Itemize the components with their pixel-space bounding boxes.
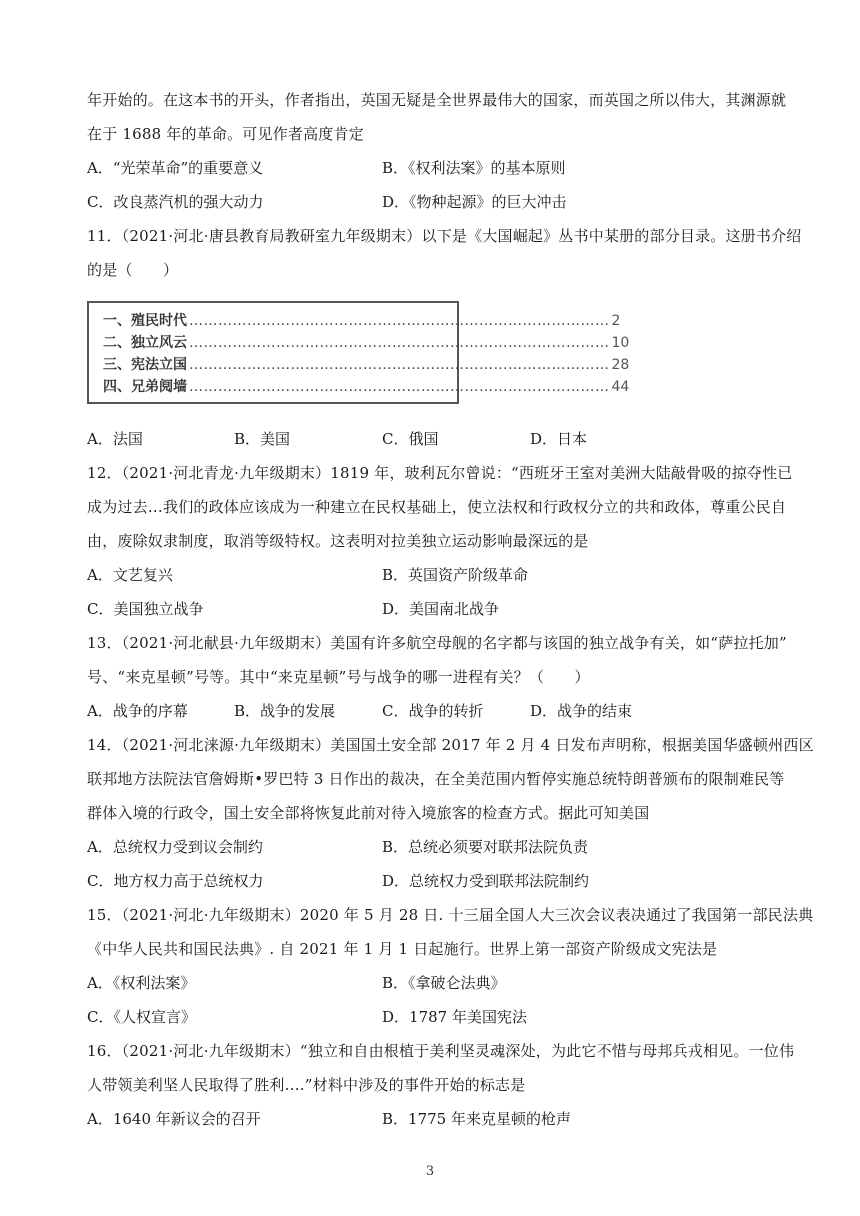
question-16-option-a: A．1640 年新议会的召开	[87, 1110, 261, 1128]
question-15-option-b: B．《拿破仑法典》	[382, 974, 506, 992]
question-13-text: 13．（2021·河北献县·九年级期末）美国有许多航空母舰的名字都与该国的独立战争有关，如“萨拉托加”	[87, 634, 787, 652]
toc-leader-dots: ……………………………………………………………………………	[189, 357, 610, 373]
toc-leader-dots: ……………………………………………………………………………	[189, 313, 610, 329]
question-10-option-a: A．“光荣革命”的重要意义	[87, 159, 264, 177]
question-12-option-c: C．美国独立战争	[87, 600, 204, 618]
question-11-option-a: A．法国	[87, 430, 143, 448]
question-13-option-a: A．战争的序幕	[87, 702, 188, 720]
question-16-text: 16．（2021·河北·九年级期末）“独立和自由根植于美利坚灵魂深处，为此它不惜与母邦兵戎相见。一位伟	[87, 1042, 795, 1060]
question-14-text: 群体入境的行政令，国土安全部将恢复此前对待入境旅客的检查方式。据此可知美国	[87, 804, 650, 822]
question-13-option-c: C．战争的转折	[382, 702, 484, 720]
question-15-text: 15．（2021·河北·九年级期末）2020 年 5 月 28 日. 十三届全国人大三次会议表决通过了我国第一部民法典	[87, 906, 814, 924]
toc-entry-title: 四、兄弟阋墙	[103, 379, 187, 395]
question-15-option-d: D．1787 年美国宪法	[382, 1008, 527, 1026]
question-12-text: 成为过去…我们的政体应该成为一种建立在民权基础上，使立法权和行政权分立的共和政体，尊重公民自	[87, 498, 787, 516]
question-11-text: 11．（2021·河北·唐县教育局教研室九年级期末）以下是《大国崛起》丛书中某册的部分目录。这册书介绍	[87, 227, 802, 245]
question-13-option-d: D．战争的结束	[530, 702, 633, 720]
question-15-option-a: A．《权利法案》	[87, 974, 196, 992]
toc-entry-title: 一、殖民时代	[103, 313, 187, 329]
question-11-option-c: C．俄国	[382, 430, 439, 448]
question-15-text: 《中华人民共和国民法典》. 自 2021 年 1 月 1 日起施行。世界上第一部资产阶级成文宪法是	[87, 940, 718, 958]
question-16-option-b: B．1775 年来克星顿的枪声	[382, 1110, 571, 1128]
toc-entry-page: 28	[611, 357, 630, 373]
toc-leader-dots: ……………………………………………………………………………	[189, 335, 610, 351]
question-14-option-c: C．地方权力高于总统权力	[87, 872, 264, 890]
question-11-option-b: B．美国	[234, 430, 291, 448]
question-14-option-a: A．总统权力受到议会制约	[87, 838, 263, 856]
question-14-option-b: B．总统必须要对联邦法院负责	[382, 838, 589, 856]
question-16-text: 人带领美利坚人民取得了胜利.…”材料中涉及的事件开始的标志是	[87, 1076, 526, 1094]
question-11-option-d: D．日本	[530, 430, 588, 448]
question-14-option-d: D．总统权力受到联邦法院制约	[382, 872, 590, 890]
question-12-option-b: B．英国资产阶级革命	[382, 566, 529, 584]
question-11-text: 的是（ ）	[87, 261, 179, 279]
toc-entry	[103, 377, 630, 397]
toc-leader-dots: ……………………………………………………………………………	[189, 379, 610, 395]
question-10-option-b: B．《权利法案》的基本原则	[382, 159, 566, 177]
question-10-text: 在于 1688 年的革命。可见作者高度肯定	[87, 125, 364, 143]
question-12-text: 12．（2021·河北青龙·九年级期末）1819 年，玻利瓦尔曾说：“西班牙王室对美洲大陆敲骨吸的掠夺性已	[87, 464, 793, 482]
table-of-contents-image	[87, 301, 630, 404]
page-number: 3	[425, 1164, 435, 1179]
question-15-option-c: C．《人权宣言》	[87, 1008, 196, 1026]
toc-entry-page: 44	[611, 379, 630, 395]
question-10-text: 年开始的。在这本书的开头，作者指出，英国无疑是全世界最伟大的国家，而英国之所以伟大，其渊源就	[87, 91, 787, 109]
question-10-option-c: C．改良蒸汽机的强大动力	[87, 193, 264, 211]
question-12-option-a: A．文艺复兴	[87, 566, 173, 584]
question-10-option-d: D．《物种起源》的巨大冲击	[382, 193, 567, 211]
question-12-option-d: D．美国南北战争	[382, 600, 500, 618]
toc-entry-page: 10	[611, 335, 630, 351]
toc-entry	[103, 333, 630, 353]
toc-entry	[103, 311, 621, 331]
toc-entry-title: 三、宪法立国	[103, 357, 187, 373]
question-14-text: 14．（2021·河北涞源·九年级期末）美国国土安全部 2017 年 2 月 4 日发布声明称，根据美国华盛顿州西区	[87, 736, 814, 754]
toc-entry-page: 2	[611, 313, 621, 329]
toc-entry	[103, 355, 630, 375]
toc-entry-title: 二、独立风云	[103, 335, 187, 351]
question-14-text: 联邦地方法院法官詹姆斯•罗巴特 3 日作出的裁决，在全美范围内暂停实施总统特朗普颁布的限制难民等	[87, 770, 785, 788]
question-12-text: 由，废除奴隶制度，取消等级特权。这表明对拉美独立运动影响最深远的是	[87, 532, 589, 550]
question-13-option-b: B．战争的发展	[234, 702, 336, 720]
question-13-text: 号、“来克星顿”号等。其中“来克星顿”号与战争的哪一进程有关？（ ）	[87, 668, 590, 686]
